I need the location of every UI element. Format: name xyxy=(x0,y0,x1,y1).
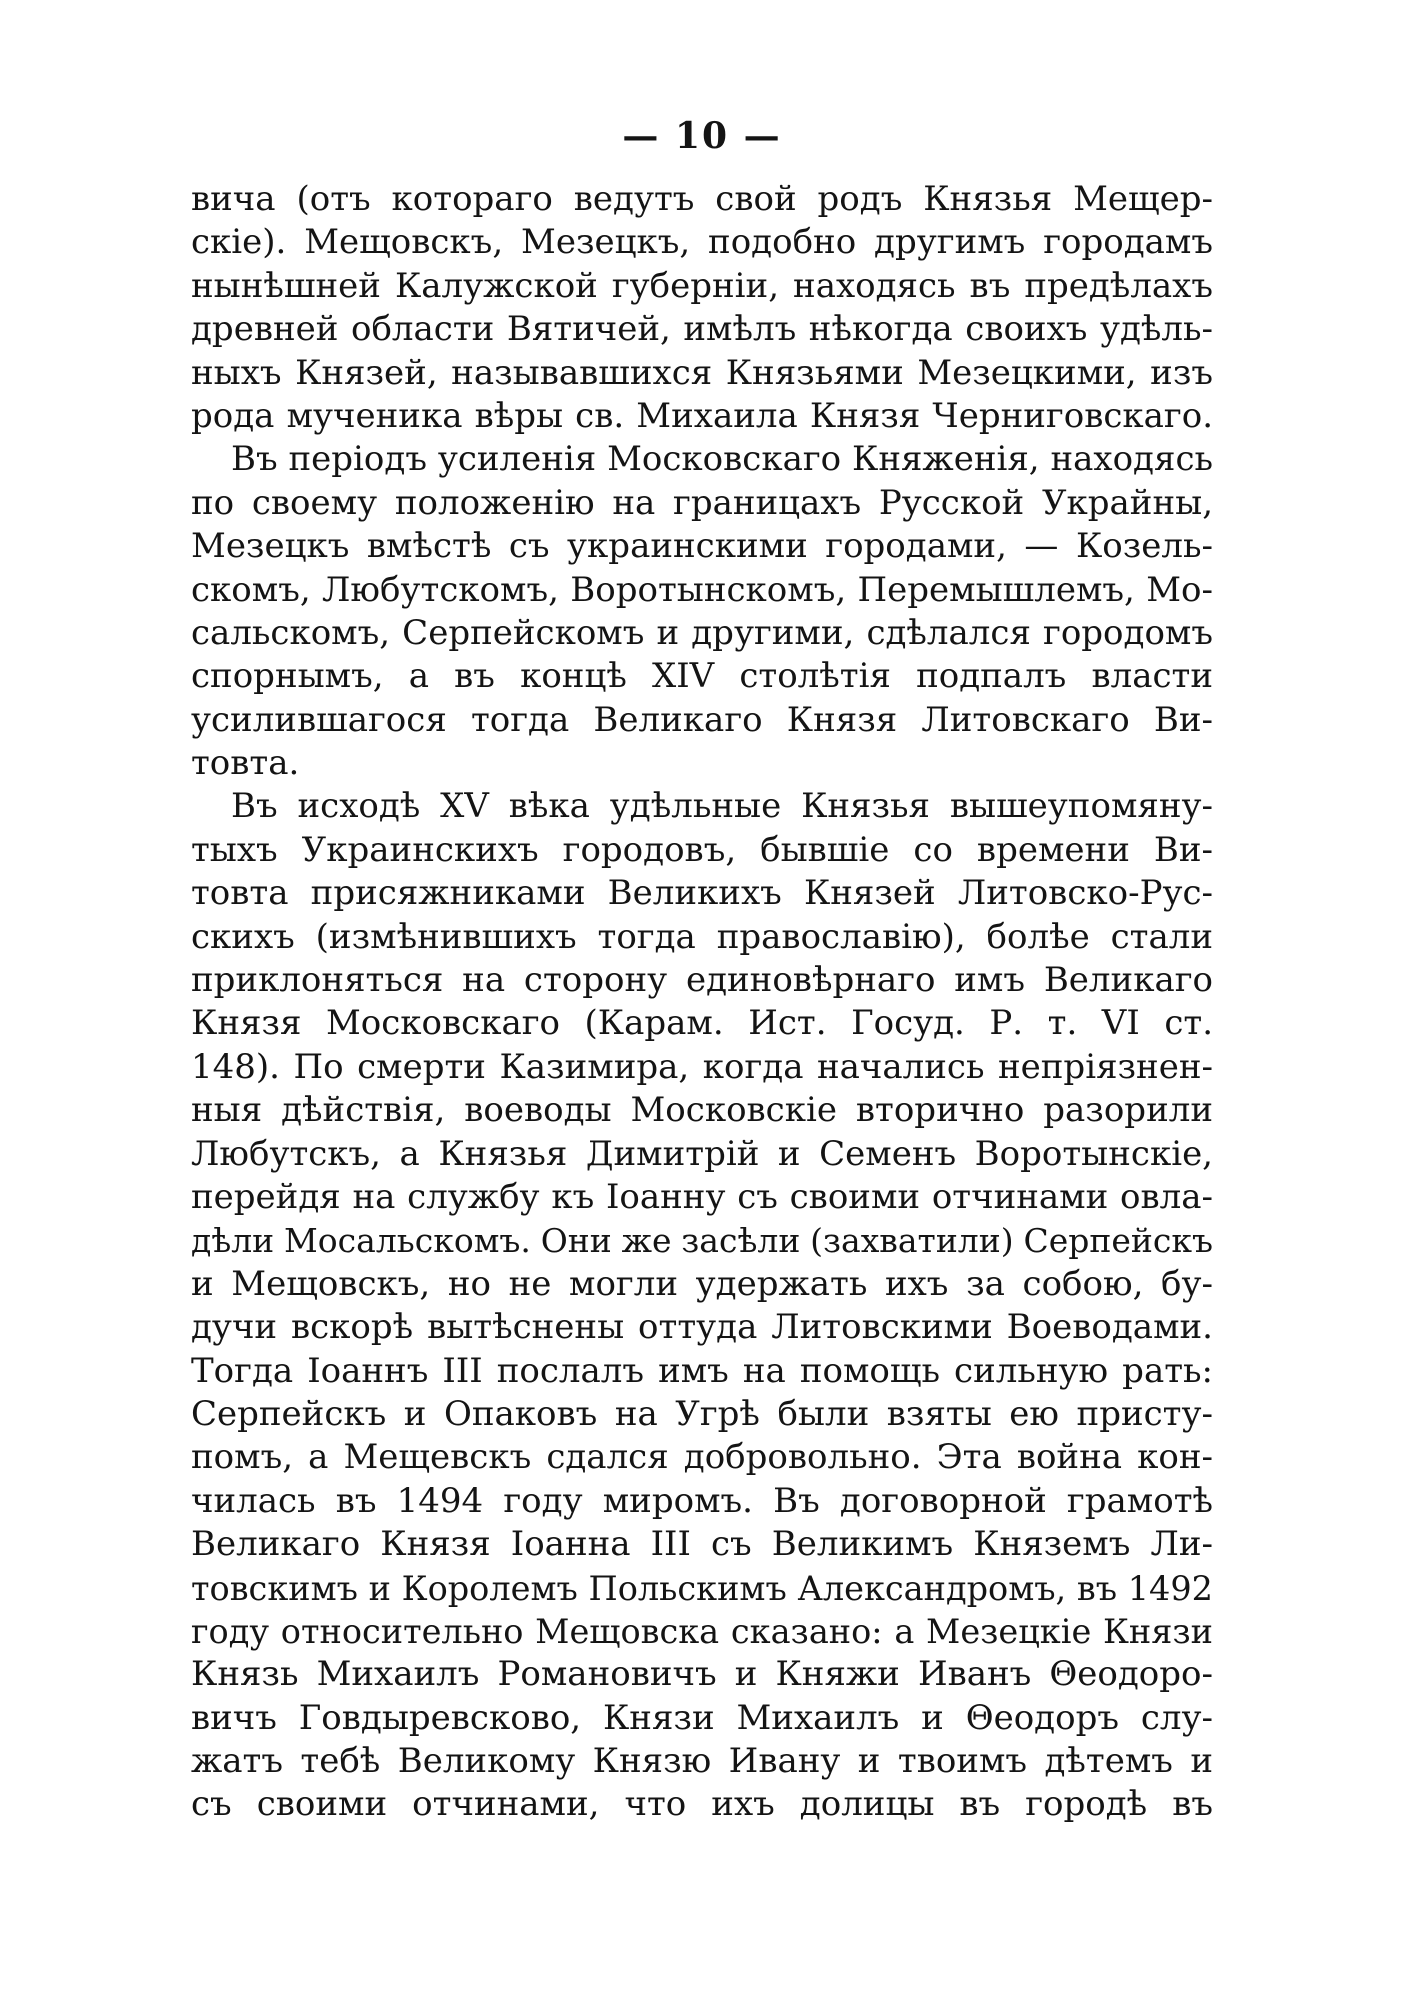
text-line: скихъ (измѣнившихъ тогда православію), болѣе стали xyxy=(191,916,1213,957)
text-line: Въ періодъ усиленія Московскаго Княженія, находясь xyxy=(231,439,1213,480)
text-line: скомъ, Любутскомъ, Воротынскомъ, Перемышлемъ, Мо- xyxy=(191,569,1213,610)
text-line: съ своими отчинами, что ихъ долицы въ городѣ въ xyxy=(191,1784,1213,1825)
text-line: по своему положенію на границахъ Русской Украйны, xyxy=(191,482,1213,523)
text-line: Великаго Князя Іоанна III съ Великимъ Княземъ Ли- xyxy=(191,1524,1213,1565)
text-line: Любутскъ, а Князья Димитрій и Семенъ Воротынскіе, xyxy=(191,1133,1213,1174)
page-number: — 10 — xyxy=(622,115,782,157)
text-line: жатъ тебѣ Великому Князю Ивану и твоимъ дѣтемъ и xyxy=(191,1741,1213,1782)
text-line: рода мученика вѣры св. Михаила Князя Черниговскаго. xyxy=(191,395,1213,436)
text-line: чилась въ 1494 году миромъ. Въ договорной грамотѣ xyxy=(191,1480,1213,1521)
text-line: дѣли Мосальскомъ. Они же засѣли (захватили) Серпейскъ xyxy=(191,1221,1213,1261)
text-line: Князь Михаилъ Романовичъ и Княжи Иванъ Θеодоро- xyxy=(191,1654,1213,1695)
text-line: приклоняться на сторону единовѣрнаго имъ Великаго xyxy=(191,960,1213,1001)
text-line: товта присяжниками Великихъ Князей Литовско-Рус- xyxy=(191,873,1213,914)
text-line: скіе). Мещовскъ, Мезецкъ, подобно другимъ городамъ xyxy=(191,222,1213,263)
text-line: спорнымъ, а въ концѣ XIV столѣтія подпалъ власти xyxy=(191,656,1213,697)
text-line: 148). По смерти Казимира, когда начались непріязнен- xyxy=(191,1046,1213,1087)
text-line: ныя дѣйствія, воеводы Московскіе вторично разорили xyxy=(191,1090,1213,1131)
text-line: вича (отъ котораго ведутъ свой родъ Князья Мещер- xyxy=(191,179,1213,219)
text-line: Тогда Іоаннъ III послалъ имъ на помощь сильную рать: xyxy=(191,1350,1213,1391)
text-line: товскимъ и Королемъ Польскимъ Александромъ, въ 1492 xyxy=(191,1568,1213,1608)
text-line: Князя Московскаго (Карам. Ист. Госуд. Р. т. VI ст. xyxy=(191,1003,1213,1044)
text-line: нынѣшней Калужской губерніи, находясь въ предѣлахъ xyxy=(191,265,1213,306)
text-line: древней области Вятичей, имѣлъ нѣкогда своихъ удѣль- xyxy=(191,309,1213,350)
text-line: Въ исходѣ XV вѣка удѣльные Князья вышеупомяну- xyxy=(231,786,1213,827)
text-line: товта. xyxy=(191,743,300,784)
text-line: году относительно Мещовска сказано: а Мезецкіе Князи xyxy=(191,1611,1213,1651)
text-line: помъ, а Мещевскъ сдался добровольно. Эта война кон- xyxy=(191,1437,1213,1478)
text-line: перейдя на службу къ Іоанну съ своими отчинами овла- xyxy=(191,1176,1213,1217)
text-line: вичъ Говдыревсково, Князи Михаилъ и Θеодоръ слу- xyxy=(191,1697,1213,1738)
text-line: Серпейскъ и Опаковъ на Угрѣ были взяты ею присту- xyxy=(191,1393,1213,1434)
text-line: тыхъ Украинскихъ городовъ, бывшіе со времени Ви- xyxy=(191,829,1213,870)
text-line: сальскомъ, Серпейскомъ и другими, сдѣлался городомъ xyxy=(191,612,1213,653)
text-line: и Мещовскъ, но не могли удержать ихъ за собою, бу- xyxy=(191,1263,1213,1304)
text-line: Мезецкъ вмѣстѣ съ украинскими городами, — Козель- xyxy=(191,526,1213,567)
text-line: дучи вскорѣ вытѣснены оттуда Литовскими Воеводами. xyxy=(191,1307,1213,1348)
text-line: ныхъ Князей, называвшихся Князьями Мезецкими, изъ xyxy=(191,352,1213,393)
body-text xyxy=(191,178,1213,1827)
text-line: усилившагося тогда Великаго Князя Литовскаго Ви- xyxy=(191,699,1213,740)
